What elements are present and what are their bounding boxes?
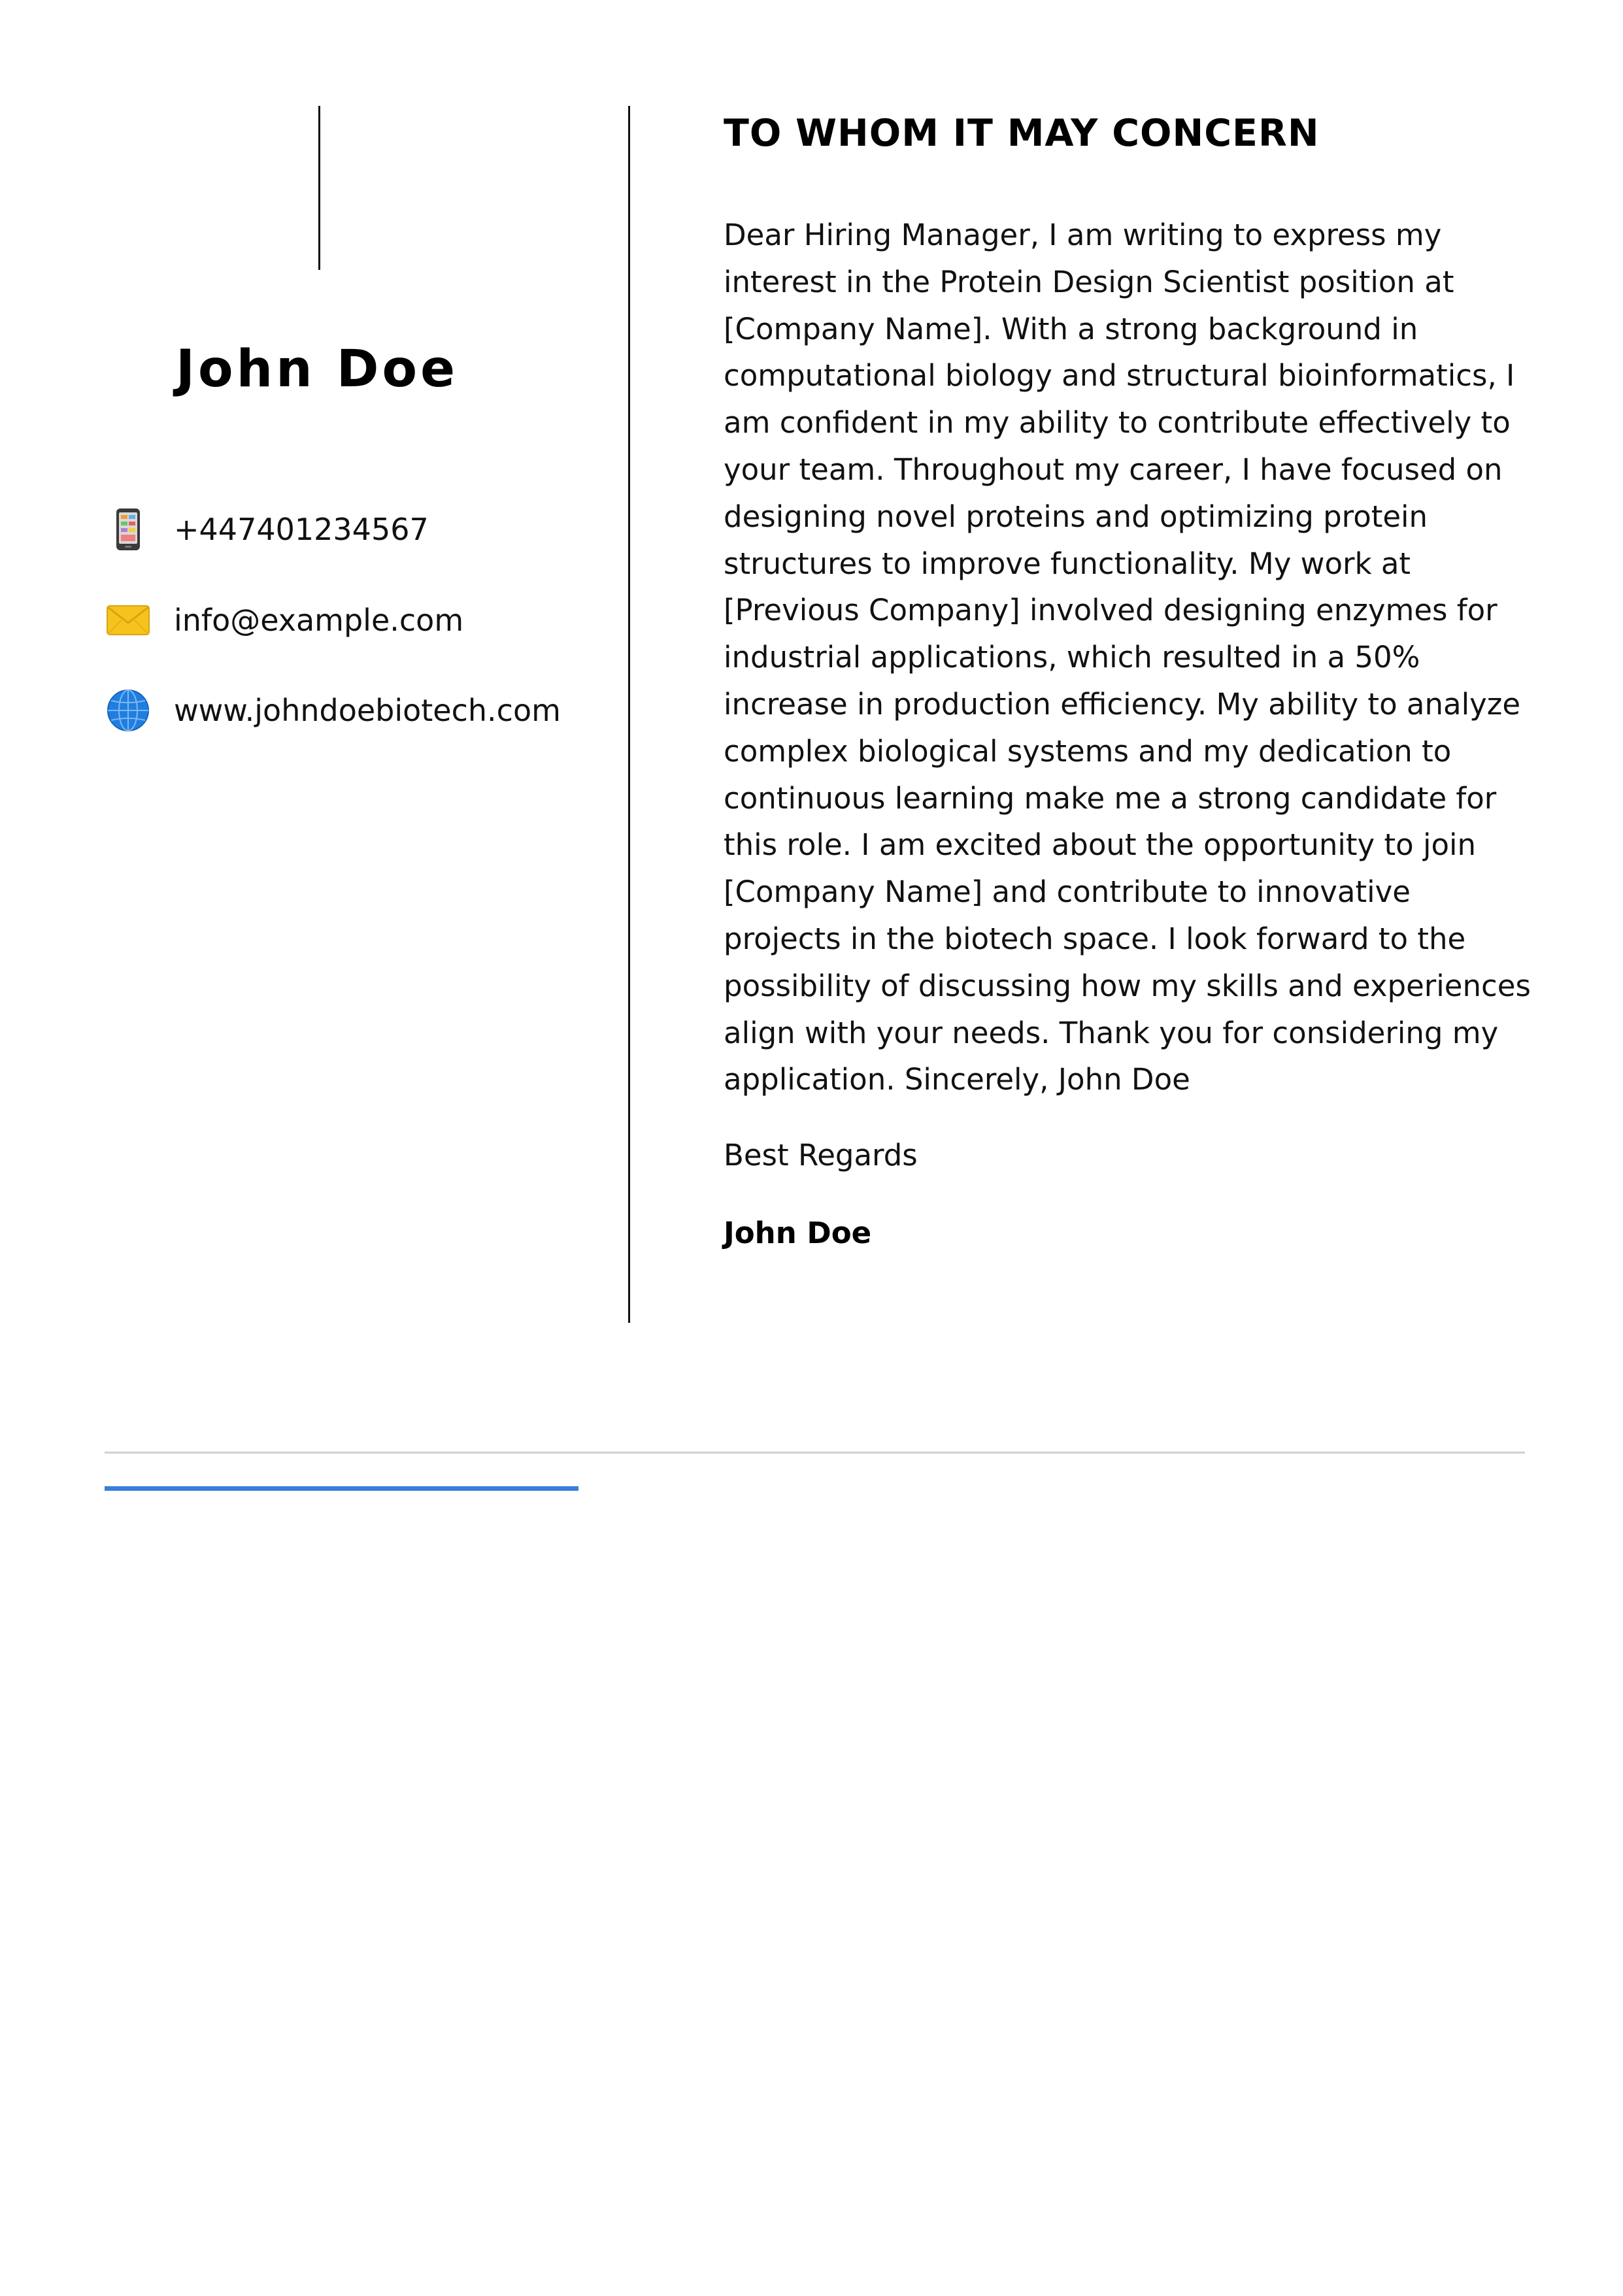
contact-website [105, 687, 614, 734]
letter-closing: Best Regards [724, 1138, 918, 1173]
footer-accent-bar [105, 1486, 578, 1491]
email-address[interactable]: info@example.com [174, 603, 464, 638]
contact-phone [105, 506, 614, 553]
letter-signature: John Doe [724, 1216, 872, 1250]
letter-body: Dear Hiring Manager, I am writing to express my interest in the Protein Design Scientist position at [Company Name]. With a strong background in computational biology and structural bioinformatics, I am confident in my ability to contribute effectively to your team. Throughout my career, I have focused on designing novel proteins and optimizing protein structures to improve functionality. My work at [Previous Company] involved designing enzymes for industrial applications, which resulted in a 50% increase in production efficiency. My ability to analyze complex biological systems and my dedication to continuous learning make me a strong candidate for this role. I am excited about the opportunity to join [Company Name] and contribute to innovative projects in the biotech space. I look forward to the possibility of discussing how my skills and experiences align with your needs. Thank you for considering my application. Sincerely, John Doe [724, 218, 1531, 1097]
phone-number[interactable]: +447401234567 [174, 512, 429, 547]
column-divider [628, 106, 630, 1323]
letter-title: TO WHOM IT MAY CONCERN [724, 112, 1320, 155]
website-url[interactable]: www.johndoebiotech.com [174, 693, 561, 728]
envelope-icon [105, 597, 152, 644]
mobile-phone-icon [105, 506, 152, 553]
footer-divider [105, 1452, 1525, 1454]
globe-icon [105, 687, 152, 734]
profile-name: John Doe [175, 340, 459, 399]
contact-email [105, 597, 614, 644]
left-top-rule [318, 106, 320, 270]
